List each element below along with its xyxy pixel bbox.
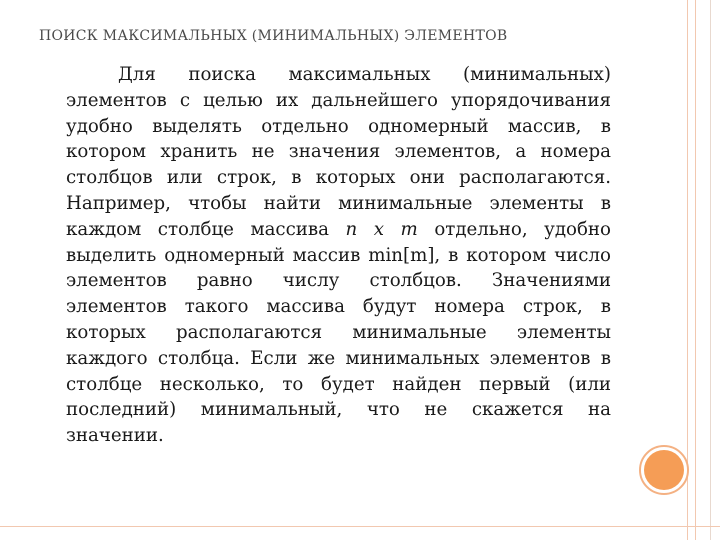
paragraph-part-2: отдельно, удобно выделить одномерный массив min[m], в котором число элементов равно числу столбцов. Значениями элементов такого массива будут номера строк, в которых располагаются минимальные элементы каждого столбца. Если же минимальных элементов в столбце несколько, то будет найден первый (или последний) минимальный, что не скажется на значении. bbox=[66, 218, 611, 447]
paragraph-part-1: Для поиска максимальных (минимальных) элементов с целью их дальнейшего упорядочивания удобно выделять отдельно одномерный массив, в котором хранить не значения элементов, а номера столбцов или строк, в которых они располагаются. Например, чтобы найти минимальные элементы в каждом столбце массива bbox=[66, 64, 611, 240]
frame-line bbox=[695, 0, 696, 540]
frame-line bbox=[710, 0, 711, 540]
slide-body-paragraph bbox=[66, 62, 611, 449]
frame-bottom-line bbox=[0, 526, 720, 527]
frame-line bbox=[687, 0, 688, 540]
array-dimensions: n x m bbox=[345, 218, 418, 240]
slide-title: ПОИСК МАКСИМАЛЬНЫХ (МИНИМАЛЬНЫХ) ЭЛЕМЕНТОВ bbox=[39, 28, 508, 44]
decorative-circle-fill bbox=[644, 450, 684, 490]
